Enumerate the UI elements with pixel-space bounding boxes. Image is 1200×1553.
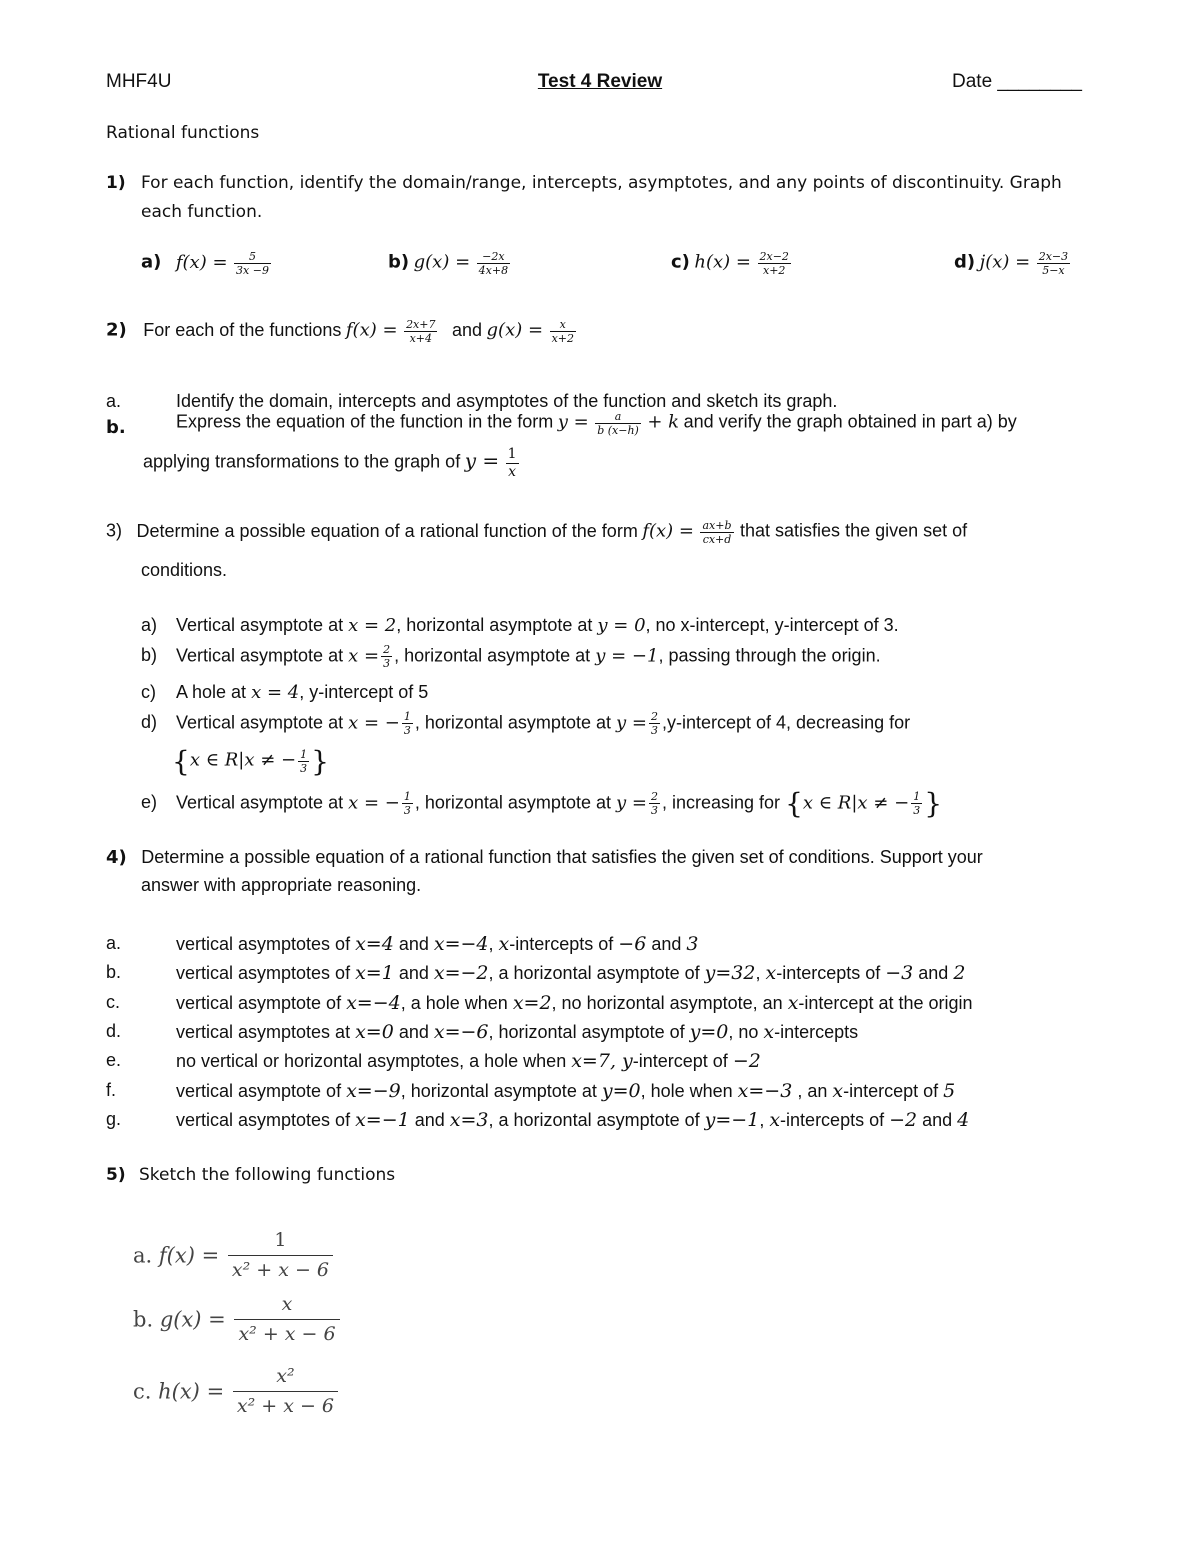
q3-item-fraction xyxy=(402,790,413,817)
q5-item-a xyxy=(133,1226,335,1285)
q3-lead: Determine a possible equation of a rational function of the form xyxy=(136,520,638,541)
q3-item-text: , increasing for xyxy=(661,792,781,813)
q3-form-lhs: f(x) = xyxy=(642,520,694,542)
q4-text-segment: and xyxy=(646,934,687,954)
q2-f-fraction xyxy=(404,318,437,345)
q1-function-lhs: f(x) = xyxy=(175,251,228,273)
q4-text-segment: vertical asymptote of xyxy=(176,993,347,1013)
q1-part-b xyxy=(388,250,512,277)
q3-item-math: x = 4 xyxy=(251,682,300,703)
q4-line2: answer with appropriate reasoning. xyxy=(141,875,422,895)
q3-item-fraction xyxy=(381,643,392,670)
q4-math-expression: x xyxy=(765,962,777,984)
q3-item-math: y = 0 xyxy=(597,615,646,636)
fraction-denominator: 3 xyxy=(403,724,411,737)
q4-text-segment: , a horizontal asymptote of xyxy=(488,1110,705,1130)
fraction-denominator: x+2 xyxy=(763,264,786,277)
q3-item-text: ,y-intercept of 4, decreasing for xyxy=(661,712,911,733)
q4-item-label: b. xyxy=(106,962,122,982)
q4-math-expression: x=−1 xyxy=(355,1109,410,1131)
fraction-numerator: x² xyxy=(276,1365,295,1387)
q3-item-label: e) xyxy=(141,792,158,813)
fraction-denominator: 3 xyxy=(650,724,658,737)
q4-number: 4) xyxy=(106,847,127,868)
q4-heading xyxy=(106,847,983,868)
q5-item-b xyxy=(133,1290,342,1349)
q3-item-text: Vertical asymptote at xyxy=(176,712,344,733)
q5-heading xyxy=(106,1165,395,1185)
q4-math-expression: 2 xyxy=(953,962,966,984)
page-title: Test 4 Review xyxy=(537,71,663,92)
q1-part-d xyxy=(954,250,1072,277)
q4-math-expression: x xyxy=(769,1109,781,1131)
q5-item-label: b. xyxy=(133,1307,154,1332)
q4-text-segment: -intercepts xyxy=(774,1022,859,1042)
q3-item-e xyxy=(141,787,942,820)
q2-b-line2 xyxy=(143,446,521,481)
q4-item-text xyxy=(176,1021,858,1043)
q4-item-label: d. xyxy=(106,1021,122,1041)
fraction-numerator: a xyxy=(614,410,622,423)
q3-item-text: , y-intercept of 5 xyxy=(299,682,429,702)
q3-item-d-set xyxy=(172,745,329,778)
q4-math-expression: x xyxy=(763,1021,775,1043)
q5-function-lhs: h(x) xyxy=(158,1379,200,1404)
q4-text-segment: -intercepts of xyxy=(780,1110,890,1130)
fraction-numerator: 2x−3 xyxy=(1038,250,1069,263)
q4-math-expression: y=32 xyxy=(704,962,756,984)
right-brace-icon: } xyxy=(924,787,943,820)
q4-text-segment: , a hole when xyxy=(400,993,513,1013)
fraction-numerator: 5 xyxy=(249,250,256,263)
q1-text-line1: For each function, identify the domain/range, intercepts, asymptotes, and any points of discontinuity. Graph xyxy=(141,173,1062,193)
q4-text-segment: , no xyxy=(728,1022,764,1042)
fraction-denominator: 3 xyxy=(383,657,391,670)
fraction-denominator: 3 xyxy=(650,804,658,817)
equals-sign: = xyxy=(206,1379,225,1404)
q4-math-expression: x=−3 xyxy=(737,1080,793,1102)
q4-text-segment: and xyxy=(913,963,954,983)
q4-math-expression: x=0 xyxy=(355,1021,394,1043)
q2-g-fraction xyxy=(550,318,576,345)
fraction-numerator: x xyxy=(281,1293,293,1315)
q3-tail: that satisfies the given set of xyxy=(740,520,968,541)
q4-math-expression: 4 xyxy=(957,1109,970,1131)
q4-math-expression: x=−9 xyxy=(346,1080,401,1102)
fraction-denominator: 4x+8 xyxy=(478,264,509,277)
q4-math-expression: x=4 xyxy=(355,933,394,955)
q4-text-segment: and xyxy=(409,1110,450,1130)
q2-a-text: Identify the domain, intercepts and asymptotes of the function and sketch its graph. xyxy=(176,391,838,411)
q3-item-d xyxy=(141,710,910,737)
q4-math-expression: x=2 xyxy=(512,992,552,1014)
q4-text-segment: -intercepts of xyxy=(509,934,619,954)
q3-item-a xyxy=(141,615,899,636)
fraction-denominator: cx+d xyxy=(702,533,732,546)
fraction-numerator: 2 xyxy=(650,790,658,803)
fraction-denominator: x+4 xyxy=(409,332,432,345)
q1-part-label: a) xyxy=(141,251,162,273)
q1-text-line2: each function. xyxy=(141,202,263,222)
q1-function-lhs: h(x) = xyxy=(694,251,751,273)
q4-line1: Determine a possible equation of a rational function that satisfies the given set of conditions. Support your xyxy=(141,847,983,867)
left-brace-icon: { xyxy=(172,745,190,778)
q3-item-label: b) xyxy=(141,645,158,666)
fraction-denominator: x² + x − 6 xyxy=(231,1259,330,1281)
q4-text-segment: -intercept at the origin xyxy=(798,993,973,1013)
q3-item-text: Vertical asymptote at xyxy=(176,645,344,666)
q3-item-label: c) xyxy=(141,682,156,702)
q5-fraction xyxy=(233,1362,338,1421)
q4-text-segment: , an xyxy=(792,1081,833,1101)
q4-item-text xyxy=(176,992,973,1014)
q1-part-c xyxy=(671,250,793,277)
fraction-numerator: 1 xyxy=(507,446,517,462)
q4-text-segment: , xyxy=(755,963,766,983)
q4-math-expression: x xyxy=(832,1080,844,1102)
q4-math-expression: x=−4 xyxy=(346,992,401,1014)
q4-item-label: g. xyxy=(106,1109,122,1129)
q4-item-text xyxy=(176,933,698,955)
q4-text-segment: , hole when xyxy=(640,1081,738,1101)
q4-item-label: c. xyxy=(106,992,121,1012)
q4-text-segment: vertical asymptotes of xyxy=(176,1110,356,1130)
q4-math-expression: y=0 xyxy=(601,1080,641,1102)
q3-item-fraction xyxy=(649,710,660,737)
q4-item-text xyxy=(176,962,965,984)
q3-item-fraction xyxy=(649,790,660,817)
fraction-numerator: 2x+7 xyxy=(406,318,436,331)
q3-item-text: , horizontal asymptote at xyxy=(394,645,591,666)
q5-fraction xyxy=(228,1226,333,1285)
q2-heading xyxy=(106,318,578,345)
q1-function-lhs: g(x) = xyxy=(413,251,471,273)
q4-text-segment: , xyxy=(759,1110,770,1130)
left-brace-icon: { xyxy=(785,787,803,820)
q4-math-expression: 5 xyxy=(943,1080,956,1102)
q3-item-math: x = − xyxy=(348,712,400,734)
q4-text-segment: vertical asymptotes of xyxy=(176,934,356,954)
q4-text-segment: , a horizontal asymptote of xyxy=(488,963,705,983)
q2-g-lhs: g(x) = xyxy=(486,319,544,341)
q4-math-expression: x=−4 xyxy=(433,933,489,955)
fraction-numerator: 2 xyxy=(650,710,658,723)
q4-text-segment: and xyxy=(393,934,434,954)
q1-part-label: b) xyxy=(388,251,410,273)
q3-item-text: , horizontal asymptote at xyxy=(396,615,593,635)
q4-math-expression: x xyxy=(498,933,510,955)
q4-math-expression: 3 xyxy=(686,933,699,955)
q3-item-text: , horizontal asymptote at xyxy=(414,792,611,813)
q3-set-text: x ∈ R|x ≠ − xyxy=(802,792,910,814)
fraction-numerator: ax+b xyxy=(702,519,732,532)
q5-function-lhs: f(x) xyxy=(158,1243,195,1268)
q2-a-label: a. xyxy=(106,391,122,411)
q4-math-expression: y=−1 xyxy=(704,1109,760,1131)
q4-text-segment: no vertical or horizontal asymptotes, a hole when xyxy=(176,1051,572,1071)
equals-sign: = xyxy=(201,1243,220,1268)
course-code: MHF4U xyxy=(106,71,172,92)
fraction-numerator: −2x xyxy=(482,250,505,263)
q4-text-segment: and xyxy=(917,1110,958,1130)
q5-text: Sketch the following functions xyxy=(139,1165,396,1185)
q2-b-text2: and verify the graph obtained in part a) by xyxy=(683,411,1017,432)
fraction-denominator: x² + x − 6 xyxy=(236,1395,335,1417)
q2-b-text1: Express the equation of the function in the form xyxy=(176,411,554,432)
q4-text-segment: vertical asymptotes of xyxy=(176,963,356,983)
q4-math-expression: x xyxy=(787,992,799,1014)
q4-text-segment: , no horizontal asymptote, an xyxy=(551,993,788,1013)
q5-item-label: a. xyxy=(133,1243,153,1268)
q4-text-segment: and xyxy=(393,963,434,983)
q4-math-expression: x=−2 xyxy=(433,962,489,984)
right-brace-icon: } xyxy=(311,745,329,778)
q3-item-math: x = − xyxy=(348,792,400,814)
fraction-denominator: 3 xyxy=(403,804,411,817)
q4-text-segment: , horizontal asymptote at xyxy=(400,1081,602,1101)
q3-item-text: , horizontal asymptote at xyxy=(414,712,611,733)
q1-part-a xyxy=(141,250,273,277)
fraction-numerator: 1 xyxy=(403,710,411,723)
q1-fraction xyxy=(477,250,510,277)
q5-item-label: c. xyxy=(133,1379,152,1404)
fraction-denominator: x² + x − 6 xyxy=(238,1323,336,1345)
q5-fraction xyxy=(234,1290,339,1349)
equals-sign: = xyxy=(208,1307,226,1332)
q3-item-text: A hole at xyxy=(176,682,247,702)
fraction-denominator: x+2 xyxy=(551,332,574,345)
q1-number: 1) xyxy=(106,173,126,193)
q4-item-text xyxy=(176,1080,955,1102)
q5-item-c xyxy=(133,1362,340,1421)
fraction-numerator: 1 xyxy=(403,790,411,803)
q2-b-form-tail: + k xyxy=(647,411,680,433)
q3-item-math: x = xyxy=(348,645,380,667)
q2-f-lhs: f(x) = xyxy=(345,319,398,341)
q4-math-expression: x=3 xyxy=(449,1109,489,1131)
q2-and: and xyxy=(451,319,483,340)
q3-item-text: Vertical asymptote at xyxy=(176,615,344,635)
date-field: Date ________ xyxy=(952,71,1082,92)
q3-set-fraction xyxy=(298,748,309,775)
q3-set-fraction xyxy=(911,790,922,817)
q3-item-text: , passing through the origin. xyxy=(658,645,881,666)
q4-math-expression: −6 xyxy=(618,933,647,955)
q4-text-segment: , horizontal asymptote of xyxy=(488,1022,690,1042)
q2-b-form-lhs: y = xyxy=(557,411,589,433)
q3-item-b xyxy=(141,643,881,670)
q3-item-math: y = xyxy=(616,792,647,814)
q2-b-line1 xyxy=(176,410,1017,437)
q4-math-expression: x=−6 xyxy=(433,1021,489,1043)
q3-item-math: x = 2 xyxy=(348,615,397,636)
q3-item-label: d) xyxy=(141,712,158,733)
q4-text-segment: and xyxy=(393,1022,434,1042)
q2-lead: For each of the functions xyxy=(143,319,342,340)
fraction-denominator: x xyxy=(508,464,517,480)
q4-item-label: a. xyxy=(106,933,122,953)
q2-b-y-fraction xyxy=(506,446,519,481)
q1-part-label: d) xyxy=(954,251,976,273)
q4-item-text xyxy=(176,1050,761,1072)
q2-b-text3: applying transformations to the graph of xyxy=(143,451,461,472)
q4-math-expression: y=0 xyxy=(689,1021,729,1043)
q5-function-lhs: g(x) xyxy=(159,1307,202,1332)
q1-part-label: c) xyxy=(671,251,690,273)
fraction-denominator: 5−x xyxy=(1042,264,1065,277)
fraction-numerator: 1 xyxy=(913,790,921,803)
section-title: Rational functions xyxy=(106,123,260,143)
q4-math-expression: x=7, y xyxy=(571,1050,633,1072)
fraction-denominator: 3x −9 xyxy=(236,264,269,277)
q3-set-text: x ∈ R|x ≠ − xyxy=(189,749,297,771)
q4-text-segment: vertical asymptotes at xyxy=(176,1022,356,1042)
fraction-numerator: x xyxy=(559,318,566,331)
fraction-denominator: 3 xyxy=(300,762,308,775)
q4-text-segment: vertical asymptote of xyxy=(176,1081,347,1101)
fraction-numerator: 1 xyxy=(274,1229,287,1251)
q4-item-label: e. xyxy=(106,1050,122,1070)
q4-item-text xyxy=(176,1109,969,1131)
fraction-numerator: 2 xyxy=(383,643,391,656)
q1-function-lhs: j(x) = xyxy=(979,251,1031,273)
fraction-denominator: b (x−h) xyxy=(597,424,639,437)
q3-item-text: Vertical asymptote at xyxy=(176,792,344,813)
q4-text-segment: , xyxy=(488,934,499,954)
fraction-numerator: 1 xyxy=(300,748,308,761)
fraction-denominator: 3 xyxy=(913,804,921,817)
q3-item-fraction xyxy=(402,710,413,737)
q4-math-expression: −2 xyxy=(732,1050,761,1072)
q3-number: 3) xyxy=(106,520,123,541)
q4-text-segment: -intercepts of xyxy=(776,963,886,983)
q4-text-segment: -intercept of xyxy=(632,1051,733,1071)
q4-text-segment: -intercept of xyxy=(843,1081,944,1101)
q1-fraction xyxy=(758,250,791,277)
q3-line2: conditions. xyxy=(141,560,228,580)
q2-b-form-fraction xyxy=(595,410,641,437)
q3-item-label: a) xyxy=(141,615,158,635)
q3-item-c xyxy=(141,682,428,703)
q2-b-y-lhs: y = xyxy=(464,448,500,473)
q4-math-expression: −2 xyxy=(889,1109,918,1131)
fraction-numerator: 2x−2 xyxy=(759,250,789,263)
q4-math-expression: x=1 xyxy=(355,962,394,984)
q1-fraction xyxy=(1037,250,1070,277)
q2-number: 2) xyxy=(106,319,127,341)
q3-item-math: y = −1 xyxy=(595,645,659,667)
q2-b-label: b. xyxy=(106,417,126,438)
q4-math-expression: −3 xyxy=(885,962,914,984)
q3-item-text: , no x-intercept, y-intercept of 3. xyxy=(645,615,899,635)
q3-form-fraction xyxy=(700,519,733,546)
q5-number: 5) xyxy=(106,1165,126,1185)
q3-item-math: y = xyxy=(616,712,647,734)
q4-item-label: f. xyxy=(106,1080,117,1100)
q3-heading xyxy=(106,519,967,546)
q1-fraction xyxy=(234,250,271,277)
